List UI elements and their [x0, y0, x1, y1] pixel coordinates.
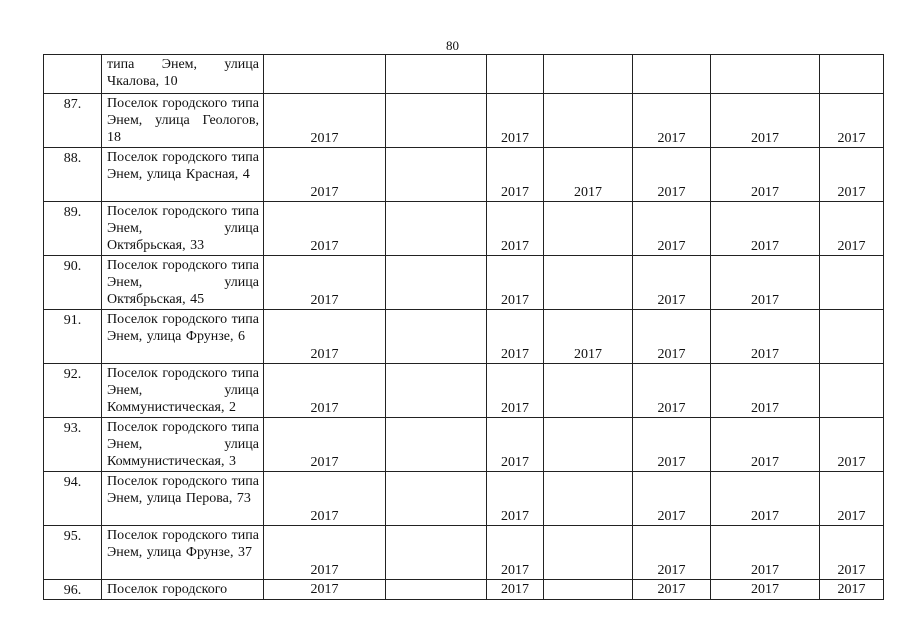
row-number-cell: 95. — [44, 526, 102, 580]
year-value: 2017 — [310, 509, 339, 524]
year-cell — [264, 148, 386, 202]
year-value: 2017 — [837, 131, 866, 146]
year-cell — [820, 472, 884, 526]
address-cell: Поселок городского типа Энем, улица Фрунзе, 37 — [102, 526, 264, 580]
table-row — [44, 148, 884, 202]
year-cell — [386, 256, 487, 310]
year-value: 2017 — [310, 563, 339, 578]
works-schedule-table — [43, 54, 884, 600]
year-cell — [820, 94, 884, 148]
year-cell — [487, 202, 544, 256]
year-cell — [386, 526, 487, 580]
year-value: 2017 — [310, 131, 339, 146]
year-cell — [633, 418, 711, 472]
row-number-cell: 92. — [44, 364, 102, 418]
row-number-cell: 94. — [44, 472, 102, 526]
year-cell — [711, 202, 820, 256]
year-cell — [544, 55, 633, 94]
year-value: 2017 — [837, 239, 866, 254]
table-row — [44, 580, 884, 600]
year-cell — [487, 580, 544, 600]
table-row — [44, 418, 884, 472]
year-value: 2017 — [310, 582, 339, 597]
page-number: 80 — [446, 38, 459, 53]
year-value: 2017 — [501, 185, 529, 200]
year-value: 2017 — [501, 131, 529, 146]
year-value: 2017 — [751, 239, 779, 254]
address-cell: Поселок городского типа Энем, улица Коммунистическая, 3 — [102, 418, 264, 472]
year-cell — [386, 310, 487, 364]
year-cell — [386, 94, 487, 148]
year-value: 2017 — [501, 401, 529, 416]
year-cell — [711, 148, 820, 202]
year-value: 2017 — [837, 582, 866, 597]
year-cell — [386, 148, 487, 202]
year-cell — [711, 55, 820, 94]
year-cell — [544, 202, 633, 256]
year-cell — [820, 202, 884, 256]
year-cell — [264, 580, 386, 600]
year-cell — [264, 256, 386, 310]
year-cell — [487, 526, 544, 580]
year-value: 2017 — [310, 347, 339, 362]
year-cell — [820, 55, 884, 94]
year-value: 2017 — [657, 185, 686, 200]
year-cell — [544, 94, 633, 148]
address-cell: Поселок городского типа Энем, улица Октябрьская, 45 — [102, 256, 264, 310]
year-cell — [487, 364, 544, 418]
year-cell — [264, 202, 386, 256]
table-row — [44, 472, 884, 526]
year-cell — [386, 418, 487, 472]
year-value: 2017 — [657, 131, 686, 146]
year-cell — [386, 580, 487, 600]
year-cell — [633, 55, 711, 94]
year-value: 2017 — [501, 239, 529, 254]
year-cell — [264, 94, 386, 148]
year-value: 2017 — [310, 185, 339, 200]
row-number-cell — [44, 55, 102, 94]
year-cell — [264, 526, 386, 580]
year-cell — [487, 256, 544, 310]
year-cell — [633, 310, 711, 364]
table-row — [44, 202, 884, 256]
year-cell — [633, 526, 711, 580]
year-cell — [386, 364, 487, 418]
year-cell — [386, 202, 487, 256]
year-value: 2017 — [837, 563, 866, 578]
year-cell — [386, 55, 487, 94]
year-value: 2017 — [310, 455, 339, 470]
address-cell: Поселок городского типа Энем, улица Красная, 4 — [102, 148, 264, 202]
year-cell — [487, 310, 544, 364]
year-cell — [711, 364, 820, 418]
year-value: 2017 — [501, 509, 529, 524]
year-cell — [544, 526, 633, 580]
year-value: 2017 — [751, 131, 779, 146]
year-cell — [633, 202, 711, 256]
table-body — [44, 55, 884, 600]
year-cell — [820, 364, 884, 418]
year-cell — [633, 94, 711, 148]
year-cell — [264, 418, 386, 472]
table-row — [44, 256, 884, 310]
year-value: 2017 — [310, 239, 339, 254]
year-cell — [711, 418, 820, 472]
row-number-cell: 96. — [44, 580, 102, 600]
year-cell — [264, 364, 386, 418]
year-value: 2017 — [310, 401, 339, 416]
year-cell — [633, 364, 711, 418]
year-cell — [633, 256, 711, 310]
row-number-cell: 93. — [44, 418, 102, 472]
address-cell: Поселок городского — [102, 580, 264, 600]
year-value: 2017 — [657, 455, 686, 470]
year-cell — [711, 94, 820, 148]
year-cell — [544, 472, 633, 526]
year-value: 2017 — [751, 347, 779, 362]
year-cell — [820, 418, 884, 472]
year-cell — [544, 256, 633, 310]
year-cell — [711, 310, 820, 364]
row-number-cell: 89. — [44, 202, 102, 256]
year-value: 2017 — [657, 563, 686, 578]
address-cell: Поселок городского типа Энем, улица Перова, 73 — [102, 472, 264, 526]
year-value: 2017 — [657, 509, 686, 524]
year-cell — [264, 55, 386, 94]
year-value: 2017 — [837, 509, 866, 524]
address-cell: Поселок городского типа Энем, улица Коммунистическая, 2 — [102, 364, 264, 418]
row-number-cell: 88. — [44, 148, 102, 202]
year-cell — [386, 472, 487, 526]
year-value: 2017 — [657, 293, 686, 308]
address-cell: Поселок городского типа Энем, улица Фрунзе, 6 — [102, 310, 264, 364]
year-cell — [487, 472, 544, 526]
table-row-continuation — [44, 55, 884, 94]
year-value: 2017 — [657, 582, 686, 597]
year-cell — [820, 580, 884, 600]
year-value: 2017 — [751, 509, 779, 524]
year-value: 2017 — [751, 455, 779, 470]
year-cell — [711, 256, 820, 310]
year-cell — [711, 526, 820, 580]
year-value: 2017 — [657, 347, 686, 362]
year-cell — [487, 94, 544, 148]
year-cell — [544, 148, 633, 202]
year-cell — [544, 418, 633, 472]
table-row — [44, 526, 884, 580]
year-value: 2017 — [837, 185, 866, 200]
year-value: 2017 — [751, 293, 779, 308]
year-value: 2017 — [837, 455, 866, 470]
year-cell — [544, 364, 633, 418]
year-value: 2017 — [501, 563, 529, 578]
year-value: 2017 — [501, 455, 529, 470]
year-cell — [711, 580, 820, 600]
address-cell: Поселок городского типа Энем, улица Октябрьская, 33 — [102, 202, 264, 256]
row-number-cell: 87. — [44, 94, 102, 148]
year-value: 2017 — [574, 347, 602, 362]
year-cell — [633, 472, 711, 526]
address-cell: типа Энем, улица Чкалова, 10 — [102, 55, 264, 94]
year-value: 2017 — [574, 185, 602, 200]
year-cell — [633, 580, 711, 600]
year-value: 2017 — [501, 293, 529, 308]
year-cell — [264, 310, 386, 364]
year-value: 2017 — [501, 582, 529, 597]
year-cell — [487, 148, 544, 202]
year-cell — [633, 148, 711, 202]
row-number-cell: 90. — [44, 256, 102, 310]
address-cell: Поселок городского типа Энем, улица Геологов, 18 — [102, 94, 264, 148]
year-cell — [820, 256, 884, 310]
row-number-cell: 91. — [44, 310, 102, 364]
year-value: 2017 — [751, 401, 779, 416]
year-value: 2017 — [751, 582, 779, 597]
year-cell — [487, 55, 544, 94]
year-cell — [264, 472, 386, 526]
year-cell — [487, 418, 544, 472]
year-cell — [544, 310, 633, 364]
table-row — [44, 94, 884, 148]
table-row — [44, 364, 884, 418]
year-value: 2017 — [657, 239, 686, 254]
year-value: 2017 — [751, 563, 779, 578]
year-value: 2017 — [310, 293, 339, 308]
year-cell — [820, 310, 884, 364]
year-cell — [711, 472, 820, 526]
table-row — [44, 310, 884, 364]
year-value: 2017 — [751, 185, 779, 200]
year-cell — [820, 148, 884, 202]
year-cell — [544, 580, 633, 600]
year-cell — [820, 526, 884, 580]
year-value: 2017 — [501, 347, 529, 362]
year-value: 2017 — [657, 401, 686, 416]
